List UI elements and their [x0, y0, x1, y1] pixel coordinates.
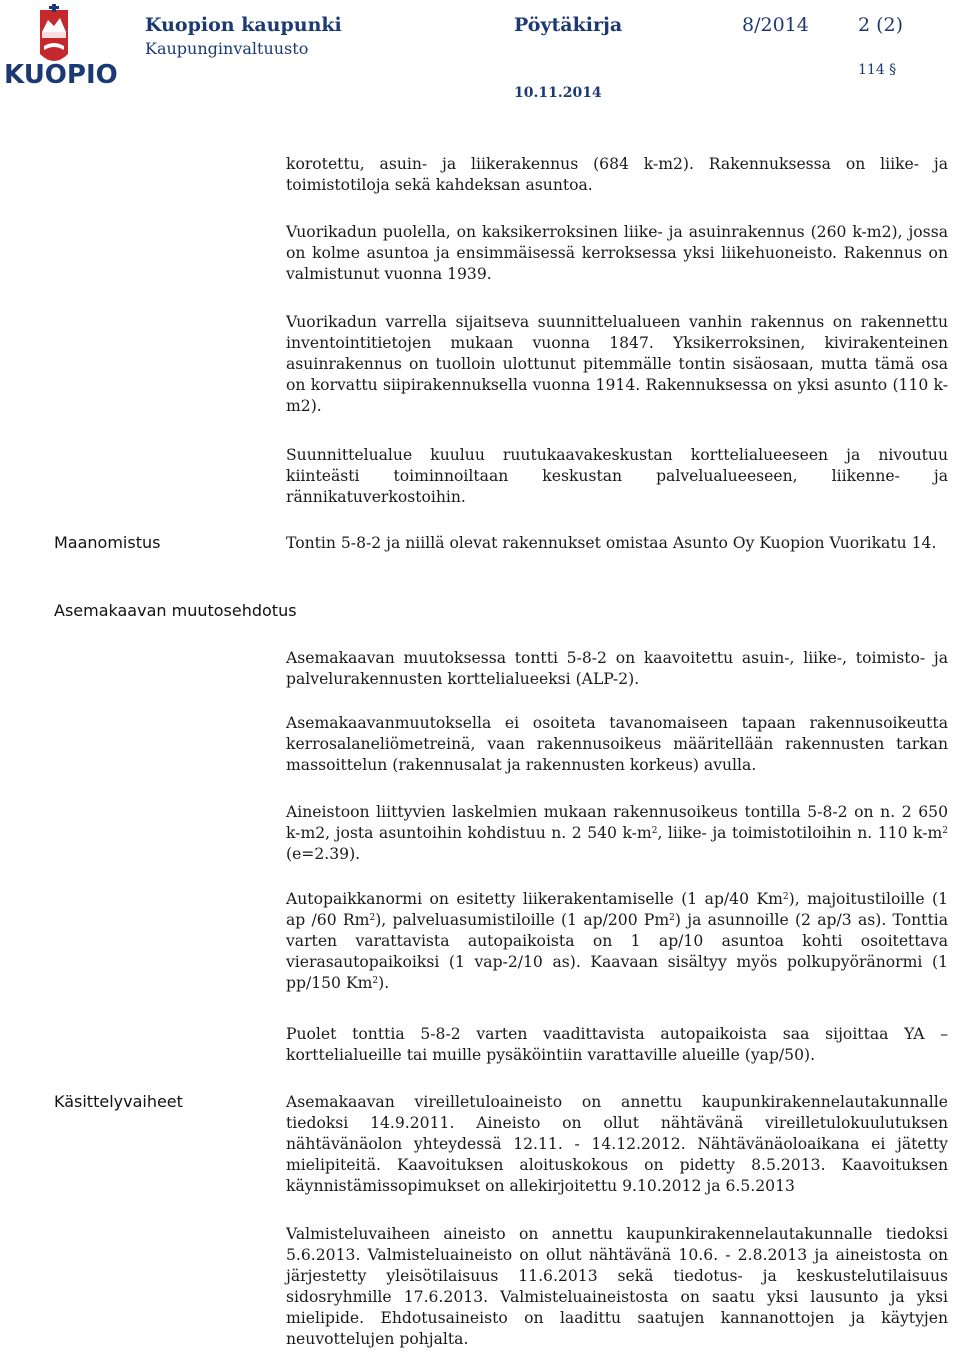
coat-of-arms-icon — [4, 2, 104, 68]
meeting-date: 10.11.2014 — [514, 85, 602, 101]
ownership-label: Maanomistus — [54, 533, 161, 552]
city-name: Kuopion kaupunki — [145, 14, 342, 36]
paragraph-text: Asemakaavan vireilletuloaineisto on annettu kaupunkirakennelautakunnalle tiedoksi 14.9.2011. Aineisto on ollut nähtävänä vireilletulokuulutuksen nähtävänäolon yhteydessä 12.11. - 14.12.2012. Nähtävänäoloaikana ei jätetty mielipiteitä. Kaavoituksen aloituskokous on pidetty 8.5.2013. Kaavoituksen käynnistämissopimukset on allekirjoitettu 9.10.2012 ja 6.5.2013 — [286, 1093, 948, 1195]
paragraph-text: Vuorikadun varrella sijaitseva suunnittelualueen vanhin rakennus on rakennettu inventointitietojen mukaan vuonna 1847. Yksikerroksinen, kivirakenteinen asuinrakennus on tuolloin ulottunut pitemmälle tontin sisäosaan, mutta tämä osa on korvattu siipirakennuksella vuonna 1914. Rakennuksessa on yksi asunto (110 k-m2). — [286, 313, 948, 415]
paragraph-text: Valmisteluvaiheen aineisto on annettu kaupunkirakennelautakunnalle tiedoksi 5.6.2013. Valmisteluaineisto on ollut nähtävänä 10.6. - 2.8.2013 ja aineistosta on järjestetty yleisötilaisuus 11.6.2013 sekä tiedotus- ja keskustelutilaisuus sidosryhmille 17.6.2013. Valmisteluaineistosta on saatu yksi lausunto ja yksi mielipide. Ehdotusaineisto on laadittu saatujen kannanottojen ja käytyjen neuvottelujen pohjalta. — [286, 1225, 948, 1348]
page-number: 2 (2) — [858, 14, 904, 36]
text-run: Autopaikkanormi on esitetty liikerakentamiselle (1 ap/40 Km — [286, 890, 783, 908]
kuopio-logo — [4, 2, 118, 94]
section-number: 114 § — [858, 62, 897, 78]
logo-text: KUOPIO — [4, 60, 118, 90]
process-label: Käsittelyvaiheet — [54, 1092, 183, 1111]
intro-paragraph-4 — [286, 445, 948, 508]
paragraph-text: Tontin 5-8-2 ja niillä olevat rakennukset omistaa Asunto Oy Kuopion Vuorikatu 14. — [286, 534, 937, 552]
proposal-label: Asemakaavan muutosehdotus — [54, 601, 297, 620]
proposal-paragraph-4 — [286, 889, 948, 994]
proposal-paragraph-1 — [286, 648, 948, 690]
paragraph-text: Puolet tonttia 5-8-2 varten vaadittavista autopaikoista saa sijoittaa YA –korttelialueille tai muille pysäköintiin varattaville alueille (yap/50). — [286, 1025, 948, 1064]
paragraph-text: Suunnittelualue kuuluu ruutukaavakeskustan korttelialueeseen ja nivoutuu kiinteästi toiminnoiltaan keskustan palvelualueeseen, liikenne- ja rännikatuverkostoihin. — [286, 446, 948, 506]
document-type: Pöytäkirja — [514, 14, 623, 36]
text-run: ), majoitustiloille (1 ap /60 Rm — [286, 890, 948, 929]
superscript: 2 — [651, 826, 658, 836]
text-run: (e=2.39). — [286, 845, 361, 863]
text-run: ), palveluasumistiloille (1 ap/200 Pm — [375, 911, 670, 929]
intro-paragraph-3 — [286, 312, 948, 417]
organ-name: Kaupunginvaltuusto — [145, 39, 309, 58]
superscript: 2 — [669, 913, 675, 923]
document-number: 8/2014 — [742, 14, 809, 36]
intro-paragraph-1 — [286, 154, 948, 196]
paragraph-text: korotettu, asuin- ja liikerakennus (684 k-m2). Rakennuksessa on liike- ja toimistotiloja sekä kahdeksan asuntoa. — [286, 155, 948, 194]
text-run: Aineistoon liittyvien laskelmien mukaan rakennusoikeus tontilla 5-8-2 on n. 2 650 k-m2, josta asuntoihin kohdistuu n. 2 540 k-m — [286, 803, 948, 842]
superscript: 2 — [942, 826, 948, 836]
paragraph-text: Vuorikadun puolella, on kaksikerroksinen liike- ja asuinrakennus (260 k-m2), jossa on kolme asuntoa ja ensimmäisessä kerroksessa yksi liikehuoneisto. Rakennus on valmistunut vuonna 1939. — [286, 223, 948, 283]
paragraph-text — [286, 889, 948, 994]
superscript: 2 — [372, 976, 379, 986]
process-paragraph-2 — [286, 1224, 948, 1350]
superscript: 2 — [369, 913, 376, 923]
text-run: ). — [378, 974, 390, 992]
process-paragraph-1 — [286, 1092, 948, 1197]
text-run: ) ja asunnoille (2 ap/3 as). Tonttia varten varattavista autopaikoista on 1 ap/10 asuntoa kohti osoitettava vierasautopaikoiksi (1 vap-2/10 as). Kaavaan sisältyy myös polkupyöränormi (1 pp/150 Km — [286, 911, 948, 992]
proposal-paragraph-2 — [286, 713, 948, 776]
paragraph-text — [286, 802, 948, 865]
proposal-paragraph-3 — [286, 802, 948, 865]
intro-paragraph-2 — [286, 222, 948, 285]
ownership-paragraph — [286, 533, 948, 554]
superscript: 2 — [782, 892, 789, 902]
proposal-paragraph-5 — [286, 1024, 948, 1066]
paragraph-text: Asemakaavan muutoksessa tontti 5-8-2 on kaavoitettu asuin-, liike-, toimisto- ja palvelurakennusten korttelialueeksi (ALP-2). — [286, 649, 948, 688]
text-run: , liike- ja toimistotiloihin n. 110 k-m — [657, 824, 943, 842]
paragraph-text: Asemakaavanmuutoksella ei osoiteta tavanomaiseen tapaan rakennusoikeutta kerrosalaneliömetreinä, vaan rakennusoikeus määritellään rakennusten tarkan massoittelun (rakennusalat ja rakennusten korkeus) avulla. — [286, 714, 948, 774]
